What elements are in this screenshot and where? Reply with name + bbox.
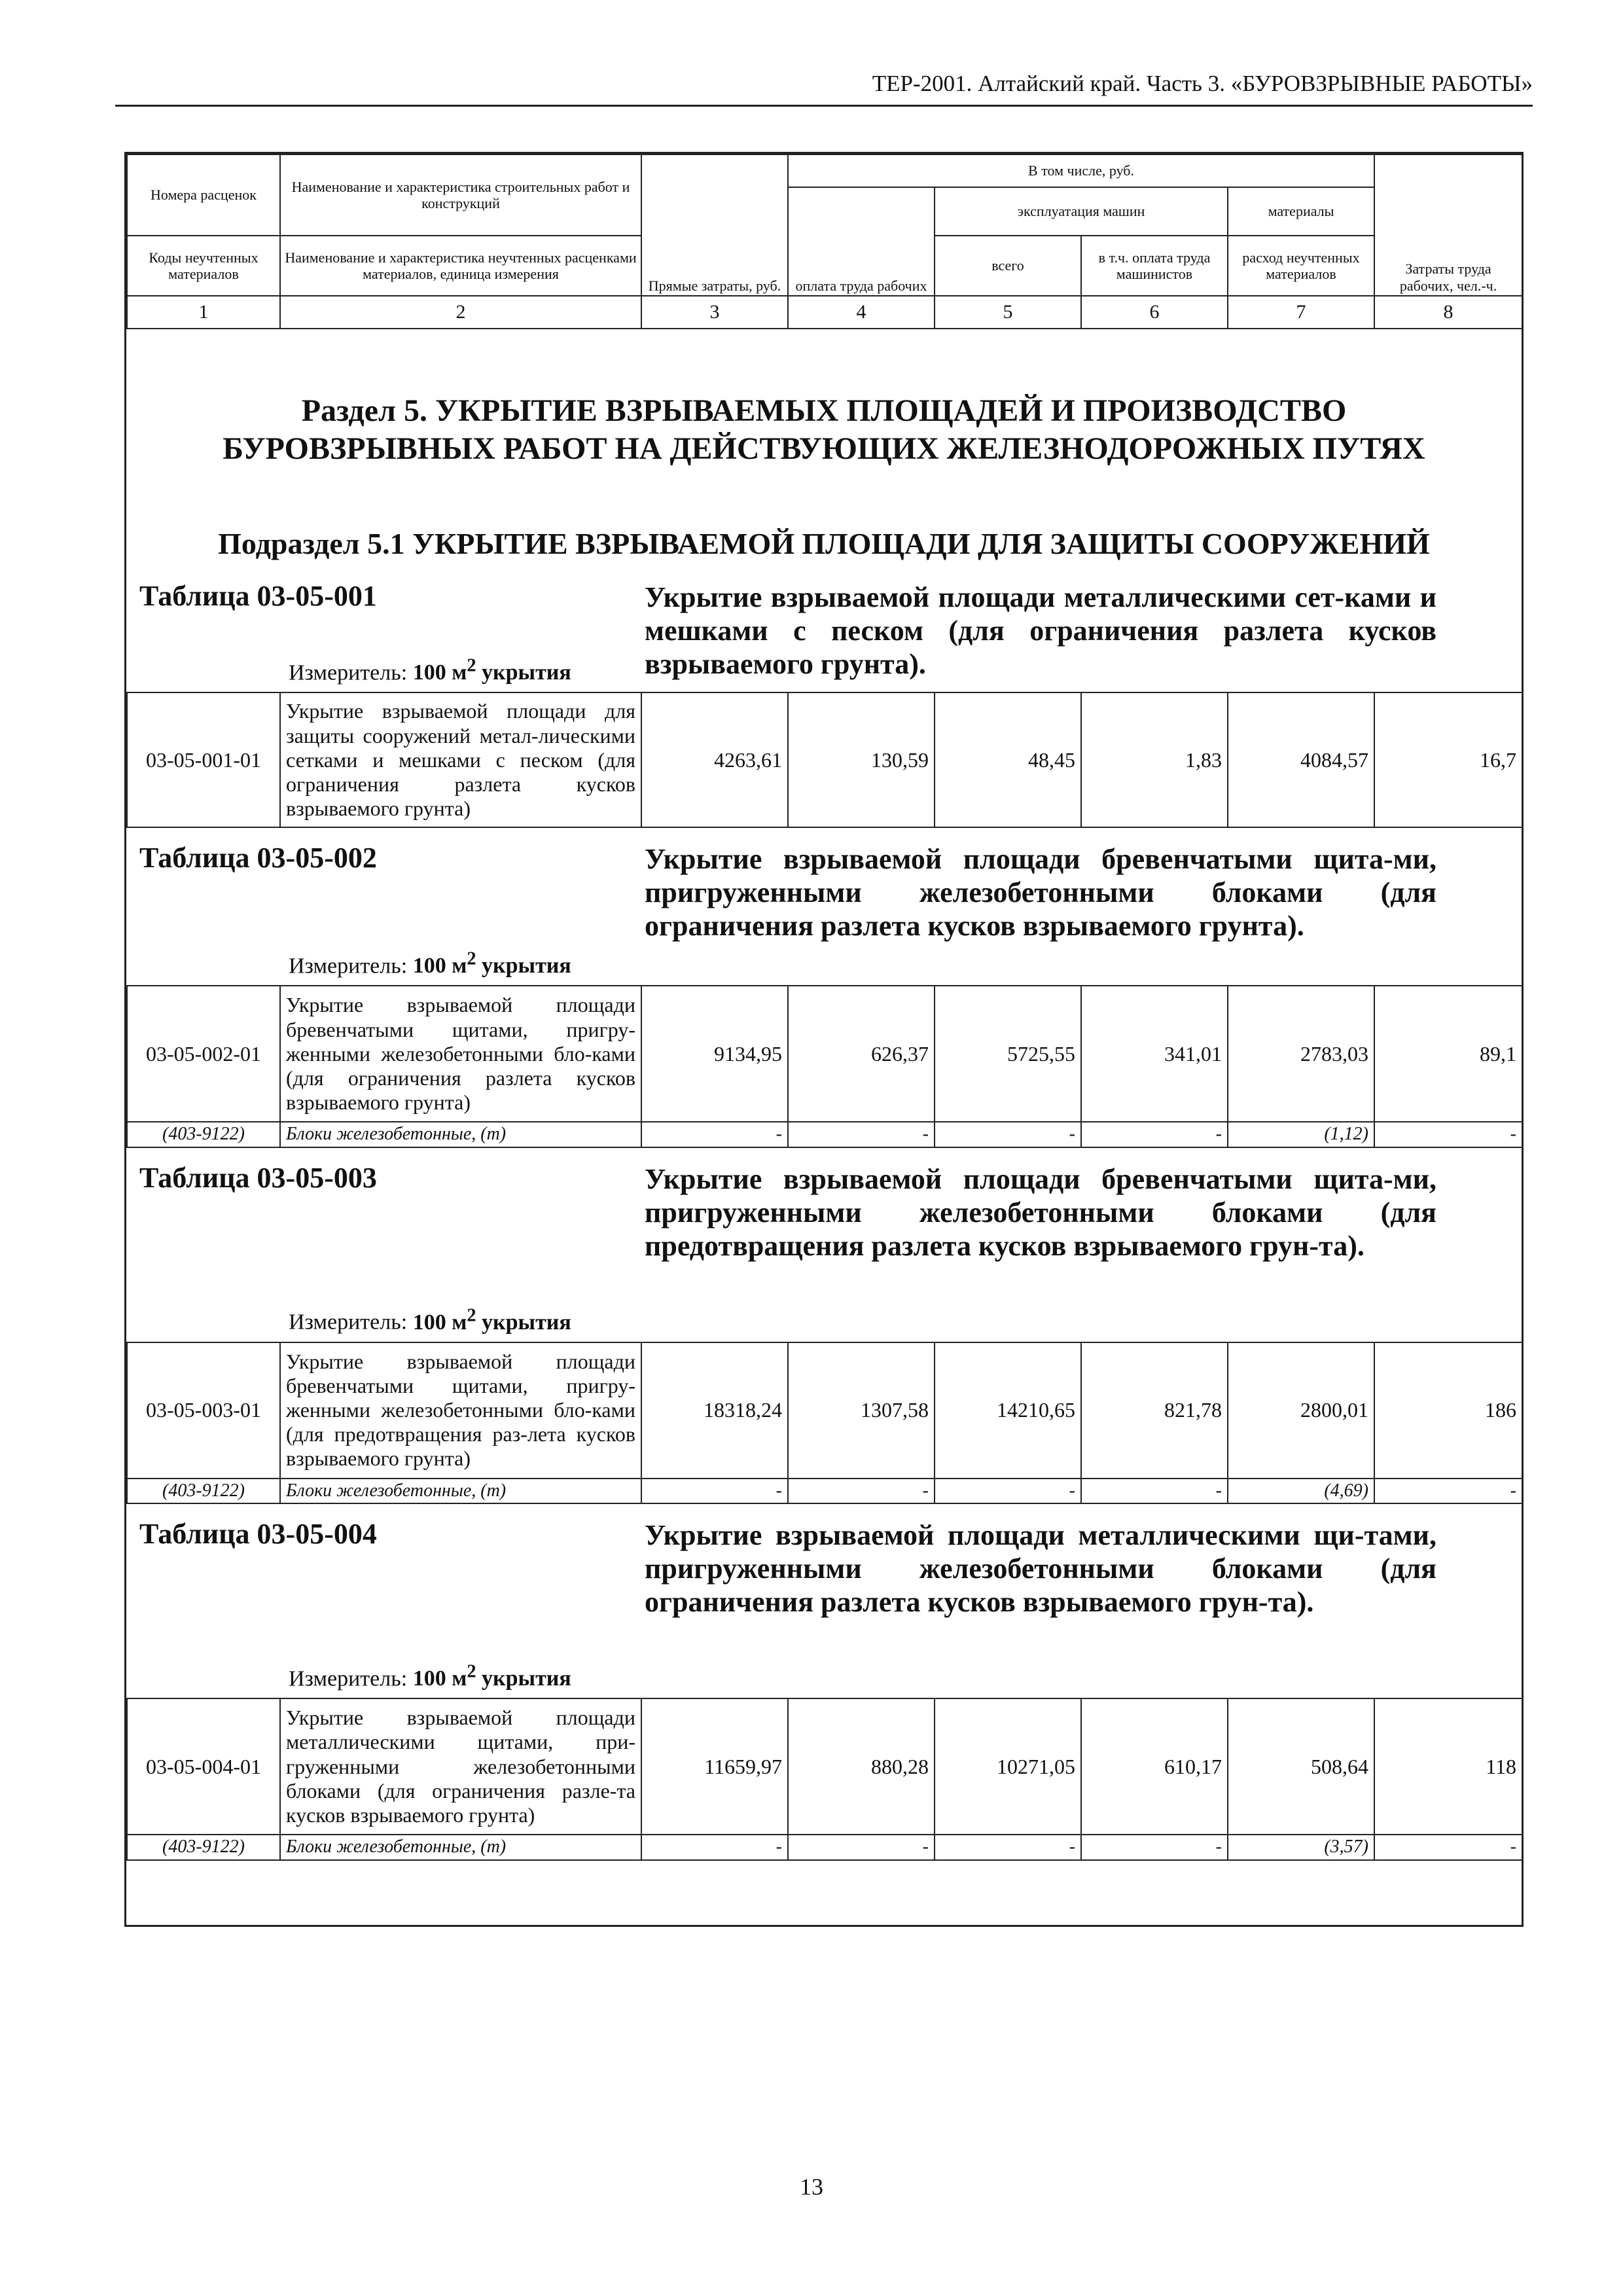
col-num: 2	[280, 296, 641, 329]
resource-desc: Блоки железобетонные, (т)	[280, 1479, 641, 1503]
measure	[289, 652, 571, 692]
resource-c4: -	[788, 1835, 935, 1859]
table-number: Таблица 03-05-001	[139, 580, 377, 613]
measure-prefix: Измеритель:	[289, 1310, 408, 1335]
measure-sup: 2	[467, 1305, 476, 1326]
labor-pay: 1307,58	[788, 1342, 935, 1479]
resource-c5: -	[935, 1122, 1081, 1147]
resource-c5: -	[935, 1479, 1081, 1503]
table-title: Укрытие взрываемой площади бревенчатыми щита-ми, пригруженными железобетонными блоками (для ограничения разлета кусков взрываемого грунта).	[645, 843, 1436, 942]
table-number: Таблица 03-05-003	[139, 1161, 377, 1194]
measure-prefix: Измеритель:	[289, 954, 408, 978]
hdr-machines: эксплуатация машин	[935, 187, 1228, 236]
rate-table	[126, 1342, 1523, 1504]
table-row	[127, 1698, 1522, 1835]
labor-pay: 626,37	[788, 986, 935, 1122]
section-title-line1: Раздел 5. УКРЫТИЕ ВЗРЫВАЕМЫХ ПЛОЩАДЕЙ И ПРОИЗВОДСТВО	[301, 393, 1347, 428]
direct-cost: 11659,97	[641, 1698, 788, 1835]
table-row	[127, 692, 1522, 827]
rate-table	[126, 1698, 1523, 1860]
hdr-col3: Прямые затраты, руб.	[641, 154, 788, 296]
hdr-col4: оплата труда рабочих	[788, 187, 935, 296]
hdr-col1-top: Номера расценок	[127, 154, 280, 236]
machine-total: 5725,55	[935, 986, 1081, 1122]
resource-c8: -	[1374, 1479, 1522, 1503]
measure-value: 100 м	[412, 1310, 467, 1335]
resource-c6: -	[1081, 1122, 1228, 1147]
labor-hours: 89,1	[1374, 986, 1522, 1122]
running-header	[115, 71, 1533, 107]
resource-amount: (4,69)	[1228, 1479, 1374, 1503]
resource-c6: -	[1081, 1479, 1228, 1503]
resource-row	[127, 1122, 1522, 1147]
measure-suffix: укрытия	[476, 1666, 571, 1691]
labor-hours: 118	[1374, 1698, 1522, 1835]
hdr-materials: материалы	[1228, 187, 1374, 236]
measure	[289, 1658, 571, 1698]
resource-code: (403-9122)	[127, 1122, 280, 1147]
col-num: 1	[127, 296, 280, 329]
resource-c6: -	[1081, 1835, 1228, 1859]
direct-cost: 18318,24	[641, 1342, 788, 1479]
col-num: 3	[641, 296, 788, 329]
materials: 2800,01	[1228, 1342, 1374, 1479]
resource-desc: Блоки железобетонные, (т)	[280, 1835, 641, 1859]
measure	[289, 1301, 571, 1341]
page-number: 13	[800, 2174, 823, 2200]
hdr-col2-top: Наименование и характеристика строительных работ и конструкций	[280, 154, 641, 236]
labor-pay: 880,28	[788, 1698, 935, 1835]
resource-desc: Блоки железобетонные, (т)	[280, 1122, 641, 1147]
resource-c8: -	[1374, 1835, 1522, 1859]
machinist-pay: 1,83	[1081, 692, 1228, 827]
header-title: ТЕР-2001. Алтайский край. Часть 3. «БУРОВЗРЫВНЫЕ РАБОТЫ»	[872, 71, 1533, 96]
measure	[289, 945, 571, 985]
rate-desc: Укрытие взрываемой площади для защиты сооружений метал-лическими сетками и мешками с песком (для ограничения разлета кусков взрываемого грунта)	[280, 692, 641, 827]
machine-total: 10271,05	[935, 1698, 1081, 1835]
labor-pay: 130,59	[788, 692, 935, 827]
measure-sup: 2	[467, 655, 476, 676]
measure-suffix: укрытия	[476, 660, 571, 685]
measure-prefix: Измеритель:	[289, 660, 408, 685]
rate-desc: Укрытие взрываемой площади бревенчатыми щитами, пригру-женными железобетонными бло-ками (для предотвращения раз-лета кусков взрываемого грунта)	[280, 1342, 641, 1479]
hdr-col8: Затраты труда рабочих, чел.-ч.	[1374, 154, 1522, 296]
subsection-title: Подраздел 5.1 УКРЫТИЕ ВЗРЫВАЕМОЙ ПЛОЩАДИ ДЛЯ ЗАЩИТЫ СООРУЖЕНИЙ	[218, 527, 1430, 561]
col-num: 5	[935, 296, 1081, 329]
measure-value: 100 м	[412, 954, 467, 978]
hdr-col6: в т.ч. оплата труда машинистов	[1081, 236, 1228, 296]
machinist-pay: 610,17	[1081, 1698, 1228, 1835]
direct-cost: 4263,61	[641, 692, 788, 827]
resource-amount: (1,12)	[1228, 1122, 1374, 1147]
hdr-incl: В том числе, руб.	[788, 154, 1374, 187]
hdr-col1-bottom: Коды неучтенных материалов	[127, 236, 280, 296]
measure-sup: 2	[467, 1661, 476, 1682]
table-number: Таблица 03-05-002	[139, 842, 377, 874]
rate-table	[126, 985, 1523, 1147]
table-heading	[126, 1504, 1522, 1698]
resource-row	[127, 1835, 1522, 1859]
measure-value: 100 м	[412, 1666, 467, 1691]
measure-suffix: укрытия	[476, 954, 571, 978]
rate-desc: Укрытие взрываемой площади металлическими щитами, при-груженными железобетонными блоками (для ограничения разле-та кусков взрываемого грунта)	[280, 1698, 641, 1835]
section-title-line2: БУРОВЗРЫВНЫХ РАБОТ НА ДЕЙСТВУЮЩИХ ЖЕЛЕЗНОДОРОЖНЫХ ПУТЯХ	[223, 431, 1425, 466]
col-num: 7	[1228, 296, 1374, 329]
labor-hours: 16,7	[1374, 692, 1522, 827]
rate-code: 03-05-003-01	[127, 1342, 280, 1479]
machinist-pay: 821,78	[1081, 1342, 1228, 1479]
resource-c4: -	[788, 1122, 935, 1147]
rate-code: 03-05-001-01	[127, 692, 280, 827]
col-num: 6	[1081, 296, 1228, 329]
machine-total: 14210,65	[935, 1342, 1081, 1479]
table-title: Укрытие взрываемой площади металлическими сет-ками и мешками с песком (для ограничения разлета кусков взрываемого грунта).	[645, 581, 1436, 681]
measure-suffix: укрытия	[476, 1310, 571, 1335]
resource-c3: -	[641, 1479, 788, 1503]
measure-value: 100 м	[412, 660, 467, 685]
table-row	[127, 986, 1522, 1122]
resource-code: (403-9122)	[127, 1479, 280, 1503]
rate-table	[126, 692, 1523, 828]
labor-hours: 186	[1374, 1342, 1522, 1479]
resource-c5: -	[935, 1835, 1081, 1859]
hdr-col2-bottom: Наименование и характеристика неучтенных расценками материалов, единица измерения	[280, 236, 641, 296]
machine-total: 48,45	[935, 692, 1081, 827]
col-num: 8	[1374, 296, 1522, 329]
hdr-col7: расход неучтенных материалов	[1228, 236, 1374, 296]
rate-code: 03-05-002-01	[127, 986, 280, 1122]
table-heading	[126, 566, 1522, 692]
table-heading	[126, 1148, 1522, 1342]
materials: 2783,03	[1228, 986, 1374, 1122]
hdr-col5: всего	[935, 236, 1081, 296]
table-row	[127, 1342, 1522, 1479]
table-title: Укрытие взрываемой площади металлическими щи-тами, пригруженными железобетонными блоками (для ограничения разлета кусков взрываемого грун-та).	[645, 1519, 1436, 1619]
section-title	[126, 392, 1522, 467]
col-num: 4	[788, 296, 935, 329]
column-header-table	[126, 154, 1523, 329]
materials: 508,64	[1228, 1698, 1374, 1835]
materials: 4084,57	[1228, 692, 1374, 827]
resource-row	[127, 1479, 1522, 1503]
resource-c8: -	[1374, 1122, 1522, 1147]
machinist-pay: 341,01	[1081, 986, 1228, 1122]
table-heading	[126, 828, 1522, 985]
resource-amount: (3,57)	[1228, 1835, 1374, 1859]
document-frame	[124, 152, 1524, 1927]
direct-cost: 9134,95	[641, 986, 788, 1122]
measure-sup: 2	[467, 948, 476, 969]
resource-c3: -	[641, 1835, 788, 1859]
measure-prefix: Измеритель:	[289, 1666, 408, 1691]
table-title: Укрытие взрываемой площади бревенчатыми щита-ми, пригруженными железобетонными блоками (для предотвращения разлета кусков взрываемого грун-та).	[645, 1162, 1436, 1262]
resource-code: (403-9122)	[127, 1835, 280, 1859]
resource-c4: -	[788, 1479, 935, 1503]
table-number: Таблица 03-05-004	[139, 1518, 377, 1551]
resource-c3: -	[641, 1122, 788, 1147]
rate-code: 03-05-004-01	[127, 1698, 280, 1835]
rate-desc: Укрытие взрываемой площади бревенчатыми щитами, пригру-женными железобетонными бло-ками (для ограничения разлета кусков взрываемого грунта)	[280, 986, 641, 1122]
